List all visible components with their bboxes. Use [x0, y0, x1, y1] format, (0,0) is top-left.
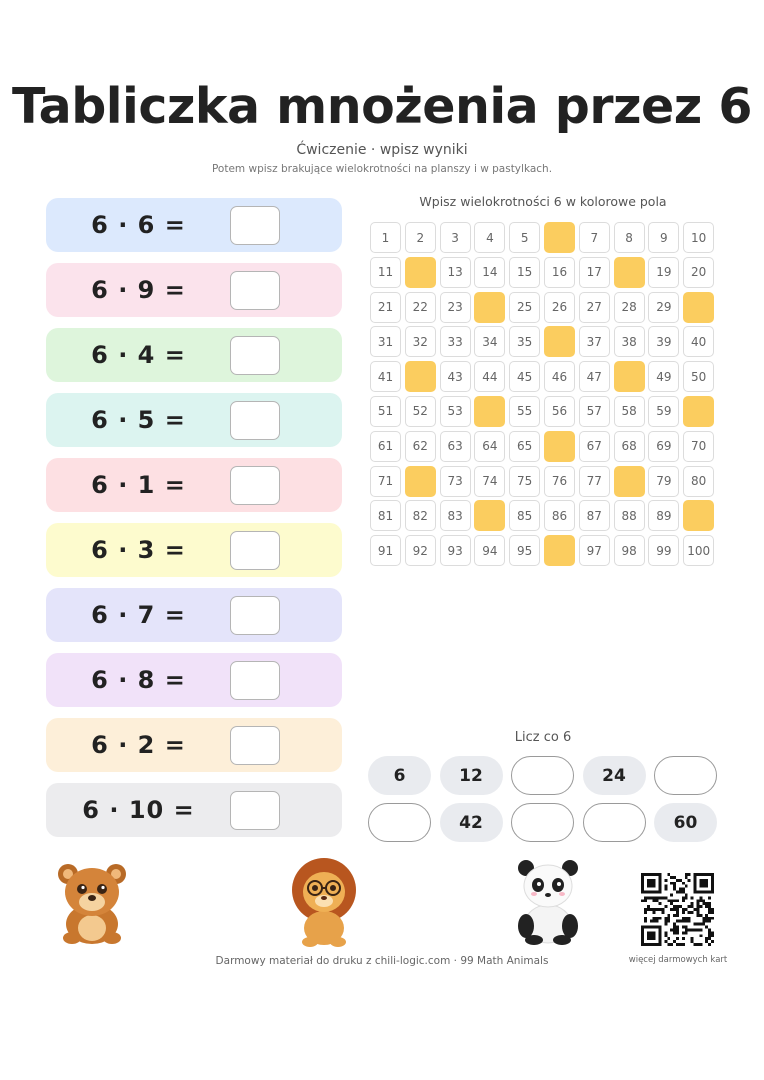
count-pill: 42 [440, 803, 503, 842]
grid-cell: 17 [579, 257, 610, 288]
grid-cell: 94 [474, 535, 505, 566]
grid-cell-blank[interactable] [544, 431, 575, 462]
grid-cell-blank[interactable] [474, 292, 505, 323]
page-subtitle: Ćwiczenie · wpisz wyniki [296, 142, 468, 158]
equation-row [46, 458, 342, 512]
grid-cell-blank[interactable] [614, 361, 645, 392]
count-pill-blank[interactable] [583, 803, 646, 842]
count-pill-blank[interactable] [654, 756, 717, 795]
grid-cell: 86 [544, 500, 575, 531]
grid-cell: 33 [440, 326, 471, 357]
equation-row [46, 653, 342, 707]
grid-cell: 55 [509, 396, 540, 427]
count-pill: 24 [583, 756, 646, 795]
equation-row [46, 263, 342, 317]
equation-text: 6 · 7 = [91, 601, 186, 629]
count-pill: 60 [654, 803, 717, 842]
grid-cell: 7 [579, 222, 610, 253]
grid-cell: 29 [648, 292, 679, 323]
grid-cell: 68 [614, 431, 645, 462]
count-pill-blank[interactable] [368, 803, 431, 842]
equation-text: 6 · 3 = [91, 536, 186, 564]
grid-cell: 85 [509, 500, 540, 531]
grid-cell: 20 [683, 257, 714, 288]
equation-list [46, 198, 342, 848]
grid-cell: 89 [648, 500, 679, 531]
grid-cell: 80 [683, 466, 714, 497]
grid-cell: 76 [544, 466, 575, 497]
grid-cell: 8 [614, 222, 645, 253]
grid-cell: 88 [614, 500, 645, 531]
grid-cell: 77 [579, 466, 610, 497]
grid-cell-blank[interactable] [474, 396, 505, 427]
grid-title: Wpisz wielokrotności 6 w kolorowe pola [419, 194, 667, 209]
grid-cell: 62 [405, 431, 436, 462]
grid-cell: 99 [648, 535, 679, 566]
answer-box[interactable] [230, 596, 280, 635]
answer-box[interactable] [230, 466, 280, 505]
count-pill-blank[interactable] [511, 803, 574, 842]
grid-cell: 32 [405, 326, 436, 357]
grid-cell: 92 [405, 535, 436, 566]
count-pill: 12 [440, 756, 503, 795]
grid-cell: 57 [579, 396, 610, 427]
page-title: Tabliczka mnożenia przez 6 [12, 78, 752, 135]
grid-cell-blank[interactable] [405, 361, 436, 392]
grid-cell: 14 [474, 257, 505, 288]
answer-box[interactable] [230, 726, 280, 765]
equation-text: 6 · 6 = [91, 211, 186, 239]
grid-cell: 11 [370, 257, 401, 288]
grid-cell: 58 [614, 396, 645, 427]
grid-cell: 53 [440, 396, 471, 427]
grid-cell: 16 [544, 257, 575, 288]
grid-cell: 69 [648, 431, 679, 462]
grid-cell: 50 [683, 361, 714, 392]
grid-cell: 5 [509, 222, 540, 253]
grid-cell: 40 [683, 326, 714, 357]
count-pill: 6 [368, 756, 431, 795]
grid-cell: 10 [683, 222, 714, 253]
answer-box[interactable] [230, 791, 280, 830]
answer-box[interactable] [230, 401, 280, 440]
grid-cell: 52 [405, 396, 436, 427]
grid-cell: 38 [614, 326, 645, 357]
grid-cell: 71 [370, 466, 401, 497]
grid-cell: 44 [474, 361, 505, 392]
count-by-six-pills [368, 756, 717, 842]
equation-text: 6 · 9 = [91, 276, 186, 304]
hundred-grid [370, 222, 714, 566]
grid-cell: 45 [509, 361, 540, 392]
grid-cell: 47 [579, 361, 610, 392]
grid-cell: 3 [440, 222, 471, 253]
grid-cell-blank[interactable] [614, 466, 645, 497]
grid-cell: 82 [405, 500, 436, 531]
count-pill-blank[interactable] [511, 756, 574, 795]
qr-caption: więcej darmowych kart [628, 955, 728, 965]
bear-icon [52, 856, 132, 946]
grid-cell: 56 [544, 396, 575, 427]
grid-cell: 87 [579, 500, 610, 531]
equation-row [46, 718, 342, 772]
grid-cell: 91 [370, 535, 401, 566]
grid-cell-blank[interactable] [683, 396, 714, 427]
grid-cell: 2 [405, 222, 436, 253]
grid-cell: 79 [648, 466, 679, 497]
equation-text: 6 · 10 = [82, 796, 195, 824]
grid-cell: 70 [683, 431, 714, 462]
answer-box[interactable] [230, 271, 280, 310]
grid-cell: 21 [370, 292, 401, 323]
grid-cell-blank[interactable] [474, 500, 505, 531]
grid-cell: 100 [683, 535, 714, 566]
grid-cell: 81 [370, 500, 401, 531]
grid-cell: 26 [544, 292, 575, 323]
grid-cell: 75 [509, 466, 540, 497]
count-title: Licz co 6 [514, 730, 572, 745]
grid-cell: 13 [440, 257, 471, 288]
grid-cell: 65 [509, 431, 540, 462]
answer-box[interactable] [230, 531, 280, 570]
grid-cell: 74 [474, 466, 505, 497]
grid-cell: 4 [474, 222, 505, 253]
answer-box[interactable] [230, 661, 280, 700]
answer-box[interactable] [230, 336, 280, 375]
grid-cell-blank[interactable] [614, 257, 645, 288]
grid-cell: 95 [509, 535, 540, 566]
equation-row [46, 198, 342, 252]
grid-cell: 98 [614, 535, 645, 566]
grid-cell: 25 [509, 292, 540, 323]
equation-row [46, 523, 342, 577]
grid-cell: 51 [370, 396, 401, 427]
grid-cell: 73 [440, 466, 471, 497]
footer-text: Darmowy materiał do druku z chili-logic.com · 99 Math Animals [215, 955, 549, 967]
equation-text: 6 · 8 = [91, 666, 186, 694]
answer-box[interactable] [230, 206, 280, 245]
instruction-text: Potem wpisz brakujące wielokrotności na planszy i w pastylkach. [211, 163, 553, 175]
grid-cell: 67 [579, 431, 610, 462]
panda-icon [512, 856, 584, 946]
grid-cell: 43 [440, 361, 471, 392]
grid-cell: 46 [544, 361, 575, 392]
grid-cell: 9 [648, 222, 679, 253]
equation-text: 6 · 5 = [91, 406, 186, 434]
grid-cell: 31 [370, 326, 401, 357]
lion-icon [284, 856, 364, 948]
grid-cell-blank[interactable] [544, 326, 575, 357]
grid-cell: 15 [509, 257, 540, 288]
grid-cell: 27 [579, 292, 610, 323]
grid-cell: 19 [648, 257, 679, 288]
grid-cell: 23 [440, 292, 471, 323]
grid-cell-blank[interactable] [544, 535, 575, 566]
equation-row [46, 328, 342, 382]
grid-cell: 64 [474, 431, 505, 462]
grid-cell: 83 [440, 500, 471, 531]
equation-row [46, 588, 342, 642]
equation-row [46, 783, 342, 837]
grid-cell-blank[interactable] [683, 292, 714, 323]
grid-cell: 35 [509, 326, 540, 357]
equation-text: 6 · 2 = [91, 731, 186, 759]
grid-cell: 1 [370, 222, 401, 253]
grid-cell: 61 [370, 431, 401, 462]
grid-cell-blank[interactable] [683, 500, 714, 531]
grid-cell: 34 [474, 326, 505, 357]
equation-text: 6 · 1 = [91, 471, 186, 499]
grid-cell: 28 [614, 292, 645, 323]
equation-row [46, 393, 342, 447]
grid-cell-blank[interactable] [405, 466, 436, 497]
grid-cell: 49 [648, 361, 679, 392]
grid-cell: 37 [579, 326, 610, 357]
qr-code-icon [641, 873, 714, 946]
equation-text: 6 · 4 = [91, 341, 186, 369]
grid-cell: 39 [648, 326, 679, 357]
grid-cell: 93 [440, 535, 471, 566]
grid-cell: 63 [440, 431, 471, 462]
grid-cell-blank[interactable] [544, 222, 575, 253]
grid-cell: 41 [370, 361, 401, 392]
grid-cell: 97 [579, 535, 610, 566]
grid-cell-blank[interactable] [405, 257, 436, 288]
grid-cell: 22 [405, 292, 436, 323]
grid-cell: 59 [648, 396, 679, 427]
